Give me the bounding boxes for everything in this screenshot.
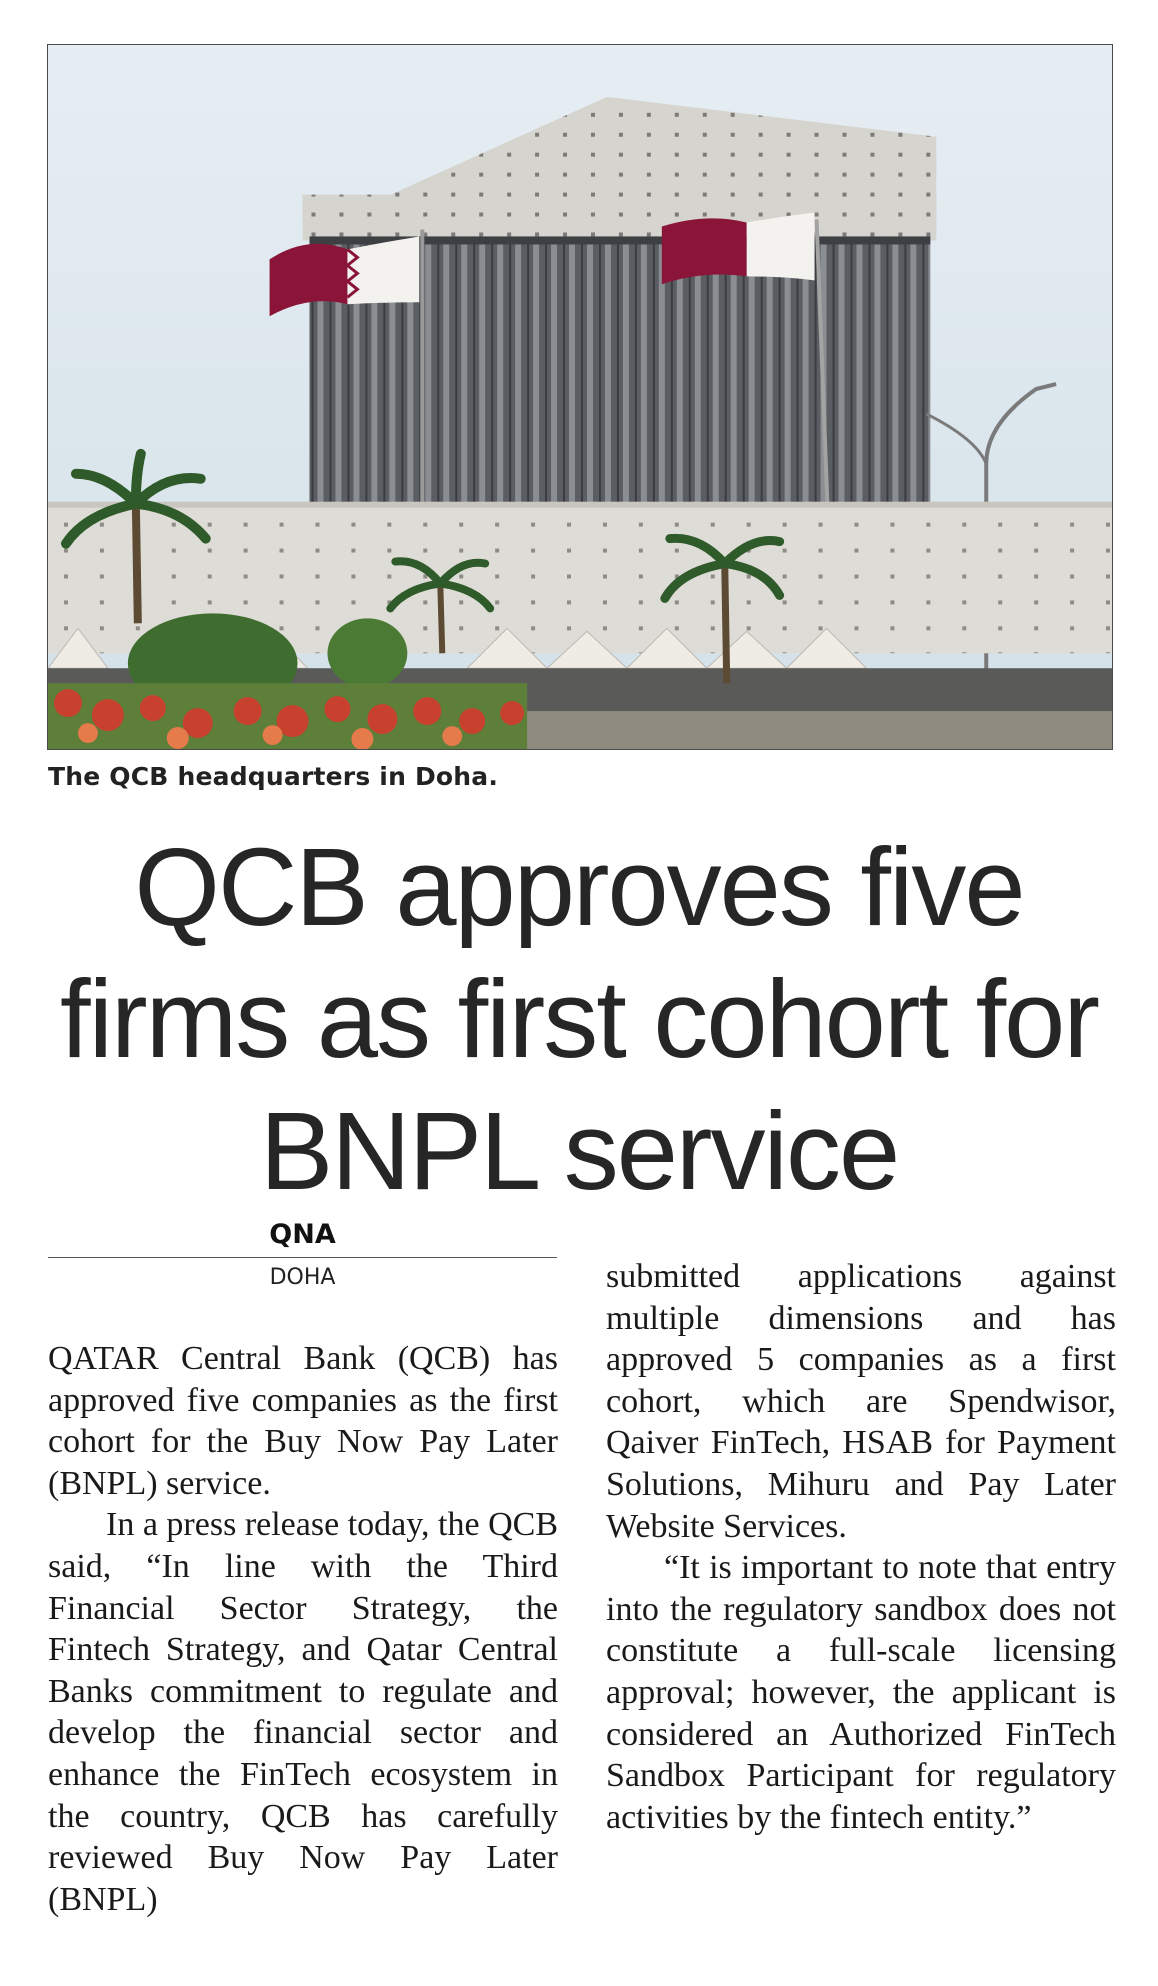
article-paragraph: submitted applications against multiple dimensions and has approved 5 companies as a first cohort, which are Spendwisor, Qaiver FinTech, HSAB for Payment Solutions, Mihuru and Pay Later Website Services. xyxy=(606,1258,1116,1545)
qcb-headquarters-photo xyxy=(47,44,1113,750)
article-column-right xyxy=(606,1256,1116,1838)
headline: QCB approves five firms as first cohort for BNPL service xyxy=(60,826,1098,1213)
photo-caption: The QCB headquarters in Doha. xyxy=(48,762,499,791)
article-paragraph: In a press release today, the QCB said, “In line with the Third Financial Sector Strategy, the Fintech Strategy, and Qatar Central Banks commitment to regulate and develop the financial sector and enhance the FinTech ecosystem in the country, QCB has carefully reviewed Buy Now Pay Later (BNPL) xyxy=(48,1506,558,1918)
flag-right xyxy=(662,218,747,284)
photo-illustration xyxy=(48,45,1112,749)
article-paragraph: QATAR Central Bank (QCB) has approved five companies as the first cohort for the Buy Now Pay Later (BNPL) service. xyxy=(48,1340,558,1502)
byline-agency: QNA xyxy=(269,1219,336,1250)
article-paragraph: “It is important to note that entry into the regulatory sandbox does not constitute a full-scale licensing approval; however, the applicant is considered an Authorized FinTech Sandbox Participant for regulatory activities by the fintech entity.” xyxy=(606,1549,1116,1836)
dateline: DOHA xyxy=(269,1265,336,1290)
byline-divider xyxy=(48,1257,557,1258)
article-column-left xyxy=(48,1338,558,1920)
